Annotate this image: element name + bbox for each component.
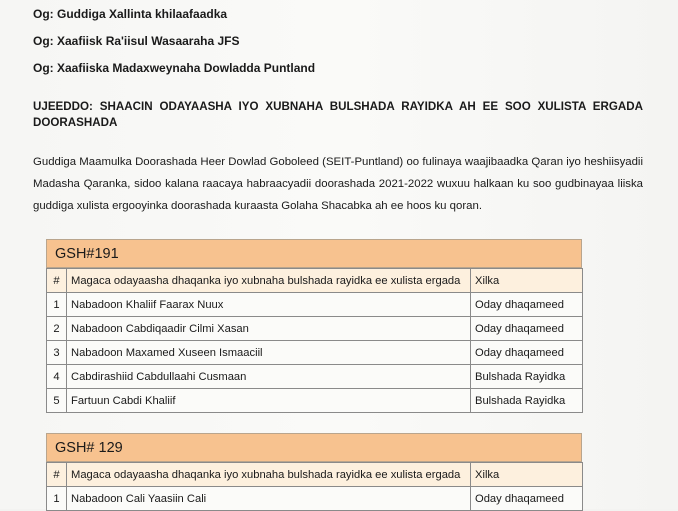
delegates-table (46, 268, 583, 413)
row-name: Nabadoon Maxamed Xuseen Ismaaciil (67, 341, 471, 365)
table-row (47, 365, 583, 389)
row-number: 1 (47, 487, 67, 511)
column-header-name: Magaca odayaasha dhaqanka iyo xubnaha bulshada rayidka ee xulista ergada (67, 269, 471, 293)
row-role: Bulshada Rayidka (471, 365, 583, 389)
row-name: Nabadoon Cabdiqaadir Cilmi Xasan (67, 317, 471, 341)
delegates-table (46, 462, 583, 511)
column-header-role: Xilka (471, 463, 583, 487)
subject-heading: UJEEDDO: SHAACIN ODAYAASHA IYO XUBNAHA BULSHADA RAYIDKA AH EE SOO XULISTA ERGADA DOORASHADA (33, 100, 643, 129)
row-name: Cabdirashiid Cabdullaahi Cusmaan (67, 365, 471, 389)
table-header-row (47, 463, 583, 487)
row-name: Nabadoon Khaliif Faarax Nuux (67, 293, 471, 317)
table-row (47, 341, 583, 365)
constituency-block-129 (46, 433, 582, 511)
table-row (47, 487, 583, 511)
recipient-line: Og: Guddiga Xallinta khilaafaadka (33, 7, 228, 21)
row-number: 1 (47, 293, 67, 317)
constituency-block-191 (46, 239, 582, 413)
table-header-row (47, 269, 583, 293)
body-paragraph: Guddiga Maamulka Doorashada Heer Dowlad Goboleed (SEIT-Puntland) oo fulinaya waajibaadka Qaran iyo heshiisyadii Madasha Qaranka, sidoo kalana raacaya habraacyadii doorashada 2021-2022 wuxuu halkaan ku soo gudbinayaa liiska guddiga xulista ergooyinka doorashada kuraasta Golaha Shacabka ah ee hoos ku qoran. (33, 156, 643, 212)
row-number: 3 (47, 341, 67, 365)
row-role: Oday dhaqameed (471, 487, 583, 511)
row-name: Fartuun Cabdi Khaliif (67, 389, 471, 413)
row-role: Oday dhaqameed (471, 293, 583, 317)
recipient-line: Og: Xaafiisk Ra'iisul Wasaaraha JFS (33, 34, 240, 48)
table-row (47, 389, 583, 413)
column-header-name: Magaca odayaasha dhaqanka iyo xubnaha bulshada rayidka ee xulista ergada (67, 463, 471, 487)
row-role: Oday dhaqameed (471, 341, 583, 365)
recipient-line: Og: Xaafiiska Madaxweynaha Dowladda Puntland (33, 61, 316, 75)
row-role: Oday dhaqameed (471, 317, 583, 341)
column-header-number: # (47, 463, 67, 487)
table-row (47, 293, 583, 317)
table-row (47, 317, 583, 341)
recipients-list (33, 6, 315, 87)
constituency-title: GSH#191 (46, 239, 582, 268)
row-number: 2 (47, 317, 67, 341)
row-number: 5 (47, 389, 67, 413)
constituency-title: GSH# 129 (46, 433, 582, 462)
column-header-number: # (47, 269, 67, 293)
column-header-role: Xilka (471, 269, 583, 293)
row-name: Nabadoon Cali Yaasiin Cali (67, 487, 471, 511)
row-number: 4 (47, 365, 67, 389)
row-role: Bulshada Rayidka (471, 389, 583, 413)
